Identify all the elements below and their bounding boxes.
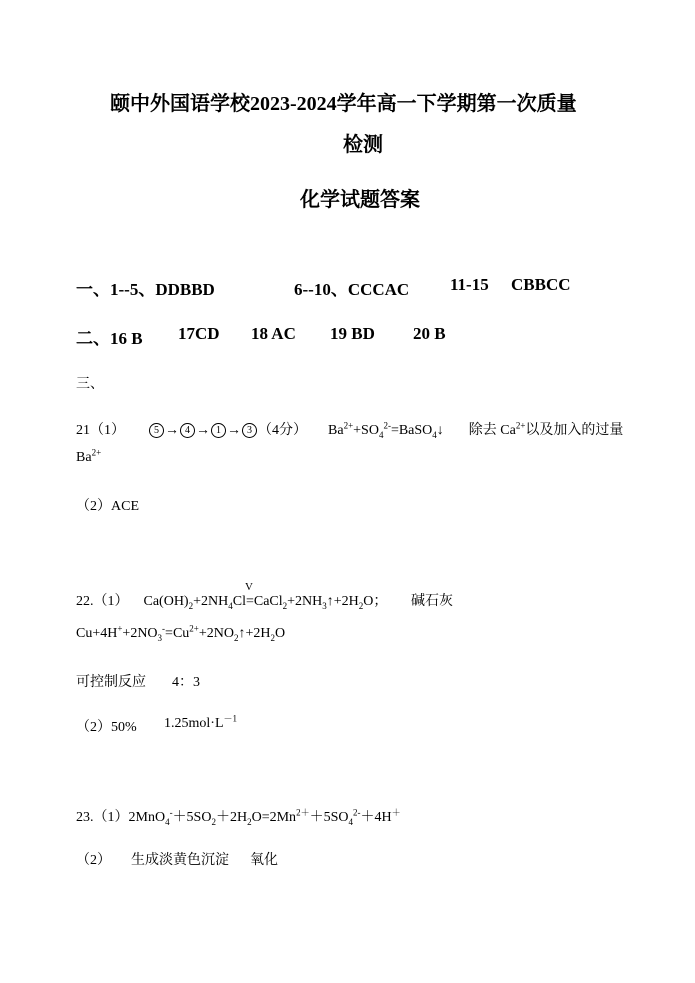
q21-part2: （2）ACE — [76, 499, 139, 514]
answer-q19: 19 BD — [330, 324, 375, 343]
q23-observation: 生成淡黄色沉淀 — [131, 853, 229, 868]
circled-digit: 4 — [180, 423, 195, 438]
q21-equation: $Ba^{2+}+SO_4^{2-}=BaSO_4↓$ — [328, 420, 444, 440]
q21-number: 21（1） — [76, 423, 125, 438]
q22-reagent: 碱石灰 — [411, 594, 453, 609]
q21-line1 — [76, 419, 623, 439]
answer-q18: 18 AC — [251, 324, 296, 343]
page-subtitle: 化学试题答案 — [300, 189, 420, 211]
arrow: → — [165, 423, 179, 438]
section1-group3-answers: CBBCC — [511, 275, 571, 294]
arrow: → — [227, 423, 241, 438]
q22-concentration: $1.25mol\cdot L^{-1}$ — [164, 713, 238, 731]
q22-part2: （2）50% — [76, 720, 137, 735]
q21-explanation: 除去 $Ca^{2+}$以及加入的过量 — [468, 420, 624, 438]
q22-ratio: 4：3 — [172, 675, 200, 690]
q23-property: 氧化 — [250, 853, 278, 868]
q22-line1 — [76, 581, 388, 611]
section1-row — [76, 275, 215, 300]
q23-number: 23.（1） — [76, 810, 129, 825]
section1-group2: 6--10、CCCAC — [294, 280, 410, 299]
circled-digit: 3 — [242, 423, 257, 438]
section1-label: 一、 — [76, 280, 110, 299]
answer-q16: 16 B — [110, 329, 143, 348]
q23-equation: $2MnO_4^-+5SO_2+2H_2O=2Mn^{2+}+5SO_4^{2-}+4H^+$ — [128, 807, 401, 827]
arrow: → — [196, 423, 210, 438]
circled-digit: 5 — [149, 423, 164, 438]
q21-score: （4分） — [258, 423, 307, 438]
section2-row — [76, 324, 143, 349]
section3-label: 三、 — [76, 377, 104, 392]
q23-part2: （2） — [76, 853, 111, 868]
q22-number: 22.（1） — [76, 594, 129, 609]
circled-digit: 1 — [211, 423, 226, 438]
q23-line1 — [76, 806, 401, 826]
heat-mark: V — [244, 581, 253, 593]
section1-group1: 1--5、DDBBD — [110, 280, 215, 299]
q21-wrap: $Ba^{2+}$ — [76, 447, 102, 465]
answer-q17: 17CD — [178, 324, 220, 343]
q22-control: 可控制反应 — [76, 675, 146, 690]
q22-equation2: $Cu+4H^++2NO_3^-=Cu^{2+}+2NO_2↑+2H_2O$ — [76, 623, 286, 643]
section2-label: 二、 — [76, 329, 110, 348]
section1-group3-range: 11-15 — [450, 275, 489, 294]
q22-equation1: $Ca(OH)_2+2NH_4Cl$ V $=CaCl_2+2NH_3↑+2H_2O$； — [143, 581, 388, 611]
page-title-line1: 颐中外国语学校2023-2024学年高一下学期第一次质量 — [110, 93, 577, 115]
page-title-line2: 检测 — [343, 134, 383, 156]
answer-q20: 20 B — [413, 324, 446, 343]
